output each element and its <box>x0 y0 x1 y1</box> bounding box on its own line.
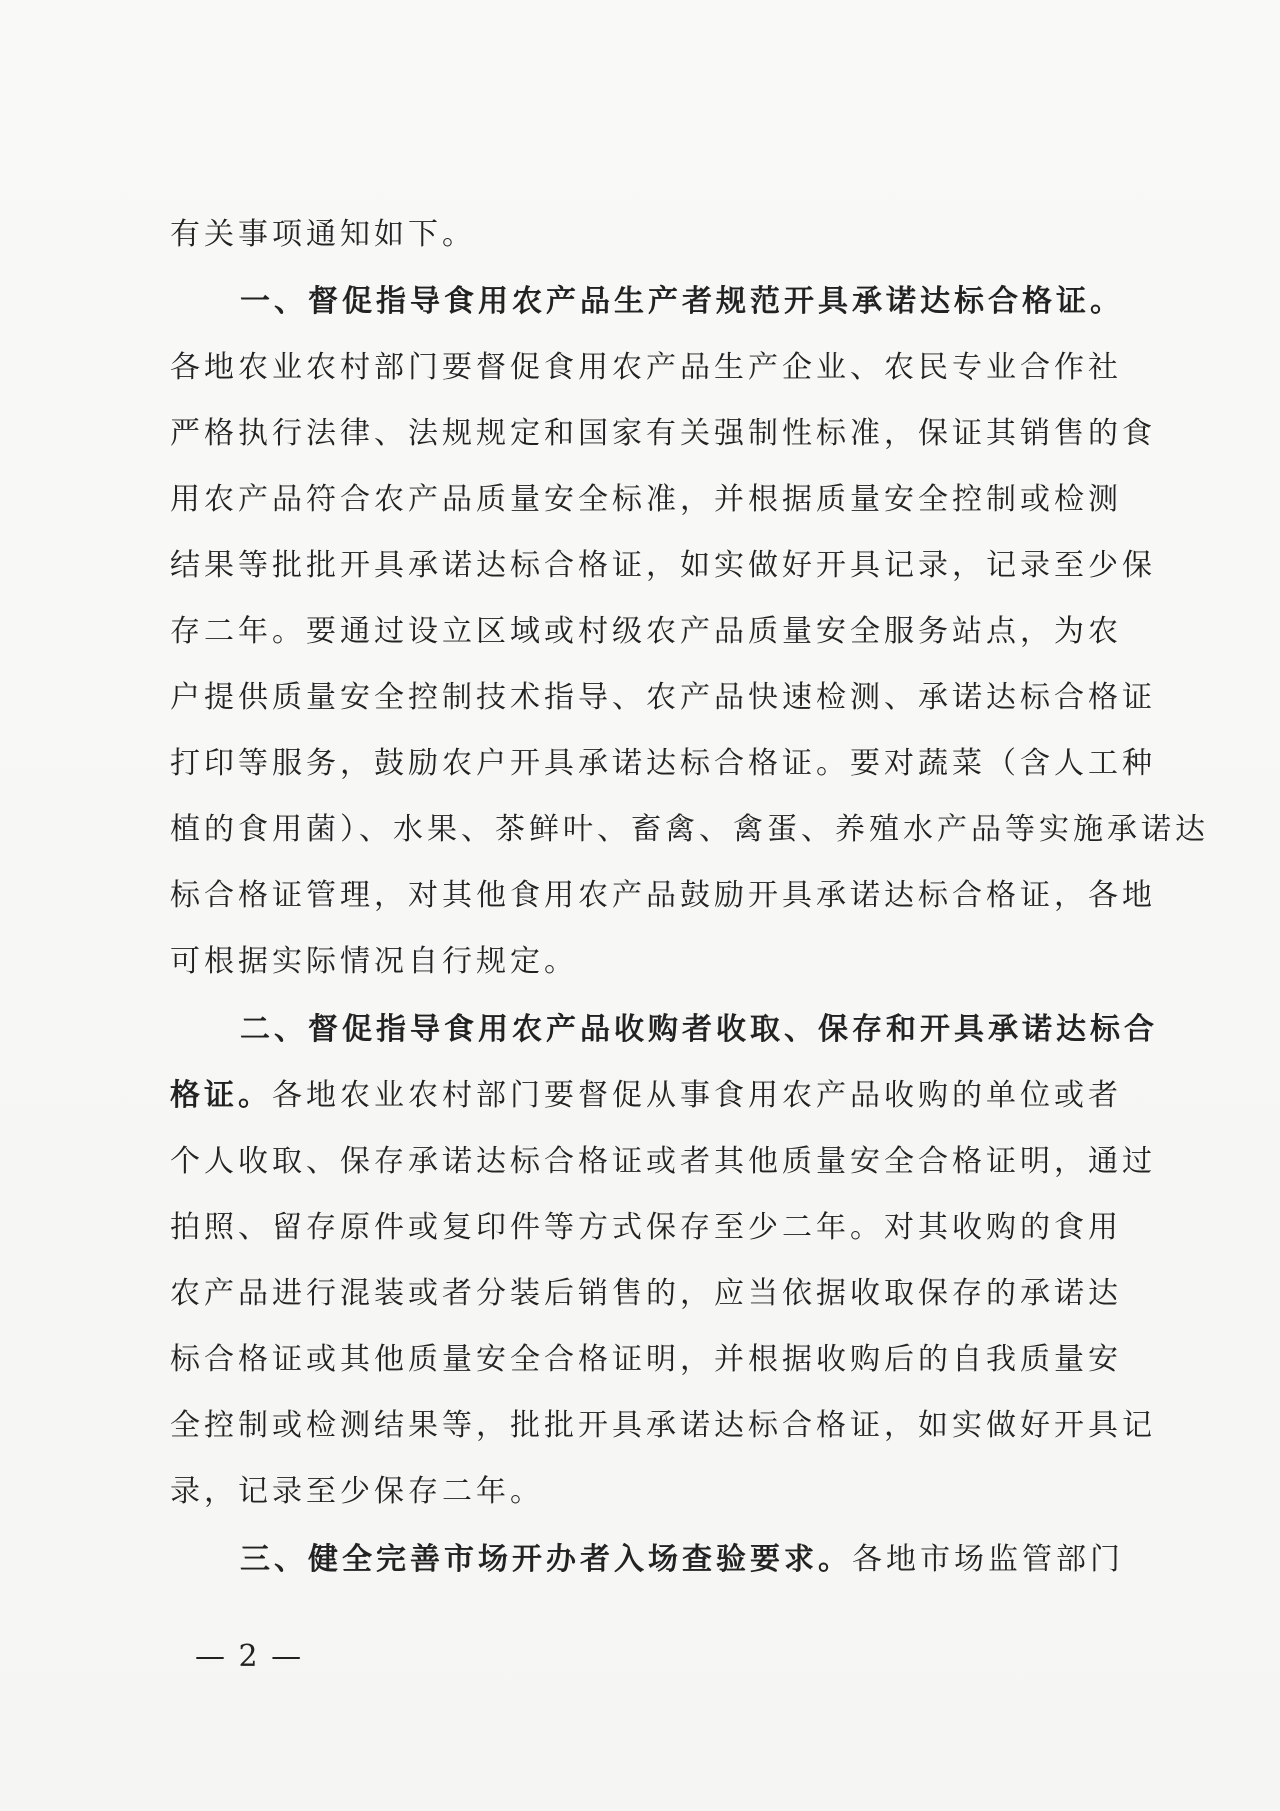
paragraph-intro-line: 有关事项通知如下。 <box>170 217 476 252</box>
page-number: — 2 — <box>195 1639 304 1674</box>
section-3-text: 各地市场监管部门 <box>852 1542 1124 1577</box>
section-2-line-mixed <box>170 1076 1122 1116</box>
section-3-line-mixed <box>170 1540 1124 1580</box>
section-1-line: 可根据实际情况自行规定。 <box>170 944 578 979</box>
section-1-line: 存二年。要通过设立区域或村级农产品质量安全服务站点，为农 <box>170 614 1122 649</box>
section-1-line: 打印等服务，鼓励农户开具承诺达标合格证。要对蔬菜（含人工种 <box>170 746 1156 781</box>
section-1-line: 结果等批批开具承诺达标合格证，如实做好开具记录，记录至少保 <box>170 548 1156 583</box>
section-2-line: 农产品进行混装或者分装后销售的，应当依据收取保存的承诺达 <box>170 1276 1122 1311</box>
section-1-heading: 一、督促指导食用农产品生产者规范开具承诺达标合格证。 <box>240 284 1124 319</box>
section-1-line: 用农产品符合农产品质量安全标准，并根据质量安全控制或检测 <box>170 482 1122 517</box>
section-2-text: 各地农业农村部门要督促从事食用农产品收购的单位或者 <box>272 1078 1122 1113</box>
section-2-heading-tail: 格证。 <box>170 1078 272 1113</box>
section-2-line: 标合格证或其他质量安全合格证明，并根据收购后的自我质量安 <box>170 1342 1122 1377</box>
section-1-line: 各地农业农村部门要督促食用农产品生产企业、农民专业合作社 <box>170 350 1122 385</box>
section-1-line: 严格执行法律、法规规定和国家有关强制性标准，保证其销售的食 <box>170 416 1156 451</box>
section-2-line: 全控制或检测结果等，批批开具承诺达标合格证，如实做好开具记 <box>170 1408 1156 1443</box>
section-3-heading: 三、健全完善市场开办者入场查验要求。 <box>240 1542 852 1577</box>
section-1-line: 标合格证管理，对其他食用农产品鼓励开具承诺达标合格证，各地 <box>170 878 1156 913</box>
section-2-line: 录，记录至少保存二年。 <box>170 1474 544 1509</box>
section-2-heading: 二、督促指导食用农产品收购者收取、保存和开具承诺达标合 <box>240 1012 1158 1047</box>
section-1-line: 植的食用菌）、水果、茶鲜叶、畜禽、禽蛋、养殖水产品等实施承诺达 <box>170 812 1209 847</box>
section-2-line: 拍照、留存原件或复印件等方式保存至少二年。对其收购的食用 <box>170 1210 1122 1245</box>
section-2-line: 个人收取、保存承诺达标合格证或者其他质量安全合格证明，通过 <box>170 1144 1156 1179</box>
section-1-line: 户提供质量安全控制技术指导、农产品快速检测、承诺达标合格证 <box>170 680 1156 715</box>
